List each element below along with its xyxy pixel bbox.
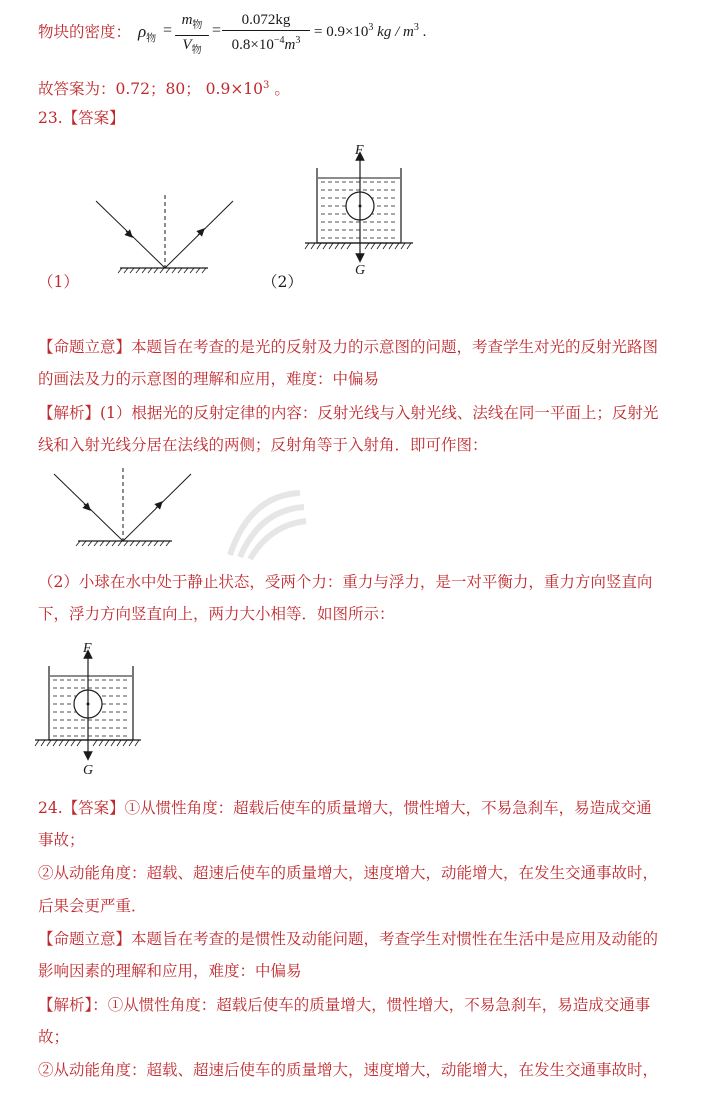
figure-label-2: （2） — [262, 273, 303, 291]
density-symbol — [138, 22, 156, 44]
q23-analysis-line1: 【解析】(1）根据光的反射定律的内容：反射光线与入射光线、法线在同一平面上；反射光 — [38, 404, 659, 422]
reflection-diagram-2 — [48, 468, 208, 548]
density-result — [314, 22, 426, 41]
q23-heading: 23.【答案】 — [38, 109, 125, 127]
q23-analysis-line2: 线和入射光线分居在法线的两侧；反射角等于入射角．即可作图： — [38, 436, 488, 454]
reflection-diagram-1 — [90, 195, 250, 275]
denominator-exp: −4 — [273, 35, 285, 46]
q24-intent-line1: 【命题立意】本题旨在考查的是惯性及动能问题，考查学生对惯性在生活中是应用及动能的 — [38, 930, 659, 948]
force-label-f: F — [355, 143, 364, 158]
result-unit-exp: 3 — [413, 22, 419, 33]
q24-intent-line2: 影响因素的理解和应用，难度：中偏易 — [38, 962, 302, 980]
rho-symbol: ρ — [138, 22, 147, 41]
q24-analysis-line1: 【解析】：①从惯性角度：超载后使车的质量增大，惯性增大，不易急刹车，易造成交通事 — [38, 996, 651, 1014]
buoyancy-diagram-2 — [35, 640, 155, 780]
result-base: = 0.9×10 — [314, 24, 369, 40]
q23-part2-line2: 下，浮力方向竖直向上，两力大小相等．如图所示： — [38, 605, 395, 623]
denominator-unit: m — [284, 37, 296, 53]
answer-summary-text: 故答案为：0.72；80； 0.9×10 — [38, 80, 264, 99]
fraction-numerator: 0.072kg — [241, 12, 291, 28]
q24-analysis-line2: 故； — [38, 1028, 70, 1046]
volume-subscript: 物 — [191, 45, 202, 56]
denominator-unit-exp: 3 — [295, 35, 301, 46]
volume-symbol: V — [182, 37, 192, 53]
q24-answer-line1: 24.【答案】①从惯性角度：超载后使车的质量增大，惯性增大，不易急刹车，易造成交通 — [38, 799, 652, 817]
q24-analysis-line3: ②从动能角度：超载、超速后使车的质量增大，速度增大，动能增大，在发生交通事故时， — [38, 1061, 659, 1079]
density-label: 物块的密度： — [38, 23, 132, 41]
value-fraction — [222, 12, 310, 54]
answer-summary — [38, 76, 290, 99]
force-label-f-2: F — [83, 641, 92, 656]
rho-subscript: 物 — [146, 33, 157, 45]
figure-label-1: （1） — [38, 273, 79, 291]
mass-subscript: 物 — [192, 20, 203, 31]
q23-intent-line2: 的画法及力的示意图的理解和应用，难度：中偏易 — [38, 370, 380, 388]
q23-intent-line1: 【命题立意】本题旨在考查的是光的反射及力的示意图的问题，考查学生对光的反射光路图 — [38, 338, 659, 356]
mass-symbol: m — [181, 12, 193, 28]
answer-summary-exp: 3 — [263, 80, 270, 91]
denominator-base: 0.8×10 — [231, 37, 274, 53]
force-label-g: G — [355, 263, 366, 278]
result-unit: kg / m — [377, 24, 414, 40]
answer-summary-end: 。 — [269, 80, 290, 99]
buoyancy-diagram-1 — [305, 140, 425, 280]
force-label-g-2: G — [83, 763, 94, 778]
result-end: . — [418, 24, 427, 40]
q23-part2-line1: （2）小球在水中处于静止状态，受两个力：重力与浮力，是一对平衡力，重力方向竖直向 — [38, 573, 653, 591]
q24-answer-line3: ②从动能角度：超载、超速后使车的质量增大，速度增大，动能增大，在发生交通事故时， — [38, 864, 659, 882]
result-exp: 3 — [368, 22, 374, 33]
q24-answer-line2: 事故； — [38, 831, 85, 849]
mass-volume-fraction — [175, 12, 209, 59]
q24-answer-line4: 后果会更严重． — [38, 897, 147, 915]
